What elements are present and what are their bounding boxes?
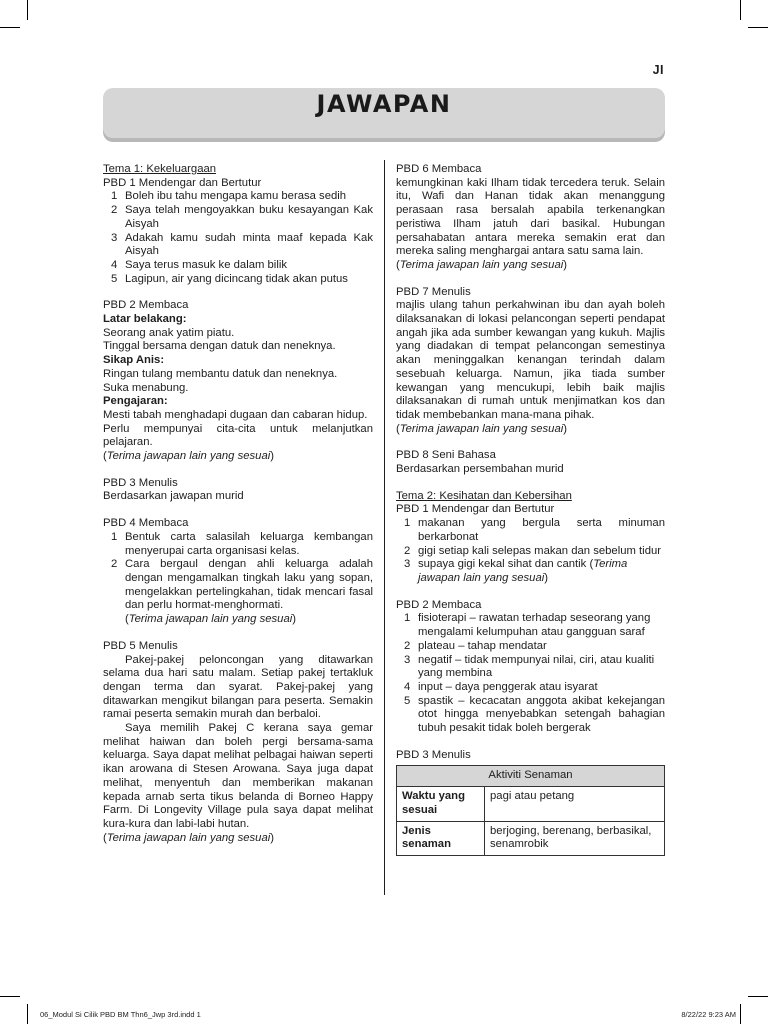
accept-note: (Terima jawapan lain yang sesuai) <box>396 422 568 435</box>
list-item: 3 negatif – tidak mempunyai nilai, ciri, atau kualiti yang membina <box>404 653 655 680</box>
table-row <box>397 821 665 855</box>
accept-note: (Terima jawapan lain yang sesuai) <box>103 450 275 463</box>
section-title: PBD 6 Membaca <box>396 163 482 175</box>
right-column <box>396 163 665 856</box>
list-item: 2 Saya telah mengoyakkan buku kesayangan Kak Aisyah <box>111 204 373 230</box>
page-code: JI <box>652 63 664 77</box>
accept-note: (Terima jawapan lain yang sesuai) <box>103 831 275 844</box>
answer-paragraph: Saya memilih Pakej C kerana saya gemar melihat haiwan dan boleh pergi bersama-sama keluarga. Saya dapat melihat pelbagai haiwan seperti ikan arowana di Stesen Arowana. Saya juga dapat melihat, menyentuh dan memberikan makanan kepada arnab serta tikus belanda di Borneo Happy Farm. Di Longevity Village pula saya dapat melihat kura-kura dan labi-labi hutan. <box>103 722 373 830</box>
list-item: 5 spastik – kecacatan anggota akibat kekejangan otot hingga menyebabkan setengah bahagian tubuh pesakit tidak boleh bergerak <box>404 694 665 735</box>
crop-mark <box>740 0 741 20</box>
crop-mark <box>748 27 768 28</box>
left-column <box>103 163 373 845</box>
table-header: Aktiviti Senaman <box>397 766 665 787</box>
table-cell-value: pagi atau petang <box>485 787 665 821</box>
subheading: Sikap Anis: <box>103 354 165 367</box>
list-item: 3 supaya gigi kekal sihat dan cantik (Terima jawapan lain yang sesuai) <box>404 558 628 584</box>
answer-text: Ringan tulang membantu datuk dan neneknya. <box>103 367 338 380</box>
crop-mark <box>27 1004 28 1024</box>
table-cell-label: Waktu yang sesuai <box>397 787 485 821</box>
section-title: PBD 4 Membaca <box>103 517 189 530</box>
crop-mark <box>27 0 28 20</box>
answer-text: Suka menabung. <box>103 381 189 394</box>
list-item: 3 Adakah kamu sudah minta maaf kepada Kak Aisyah <box>111 231 373 258</box>
section-title: PBD 5 Menulis <box>103 639 178 652</box>
page-title: JAWAPAN <box>316 90 452 118</box>
section-title: PBD 1 Mendengar dan Bertutur <box>103 176 262 189</box>
list-item: 2 gigi setiap kali selepas makan dan sebelum tidur <box>404 544 662 557</box>
table-cell-value: berjoging, berenang, berbasikal, senamrobik <box>485 821 665 855</box>
section-title: PBD 3 Menulis <box>103 476 178 489</box>
answer-text: Tinggal bersama dengan datuk dan neneknya. <box>103 340 336 353</box>
section-title: PBD 2 Membaca <box>396 598 482 611</box>
answer-paragraph: Pakej-pakej peloncongan yang ditawarkan selama dua hari satu malam. Setiap pakej tertakluk dengan terma dan syarat. Pakej-pakej yang ditawarkan mengikut bilangan para peserta. Semakin ramai peserta semakin murah dan berbaloi. <box>103 653 373 721</box>
crop-mark <box>740 1004 741 1024</box>
list-item: 1 Bentuk carta salasilah keluarga kembangan menyerupai carta organisasi kelas. <box>111 530 373 557</box>
footer-datetime: 8/22/22 9:23 AM <box>681 1010 736 1019</box>
footer-filename: 06_Modul Si Cilik PBD BM Thn6_Jwp 3rd.indd 1 <box>40 1010 201 1019</box>
answer-text: Perlu mempunyai cita-cita untuk melanjutkan pelajaran. <box>103 422 373 449</box>
activity-table <box>396 765 665 856</box>
crop-mark <box>748 996 768 997</box>
answer-text: Mesti tabah menghadapi dugaan dan cabaran hidup. <box>103 408 368 421</box>
crop-mark <box>0 27 20 28</box>
answer-text: Berdasarkan persembahan murid <box>396 463 564 476</box>
section-title: PBD 2 Membaca <box>103 299 189 312</box>
list-item: 1 fisioterapi – rawatan terhadap seseorang yang mengalami kelumpuhan atau gangguan saraf <box>404 612 651 639</box>
column-divider <box>384 160 385 895</box>
answer-list <box>103 190 373 286</box>
list-item: 2 plateau – tahap mendatar <box>404 639 547 652</box>
table-cell-label: Jenis senaman <box>397 821 485 855</box>
section-title: PBD 8 Seni Bahasa <box>396 449 496 462</box>
list-item: 2 Cara bergaul dengan ahli keluarga adalah dengan mengamalkan tingkah laku yang sopan, mengelakkan pertelingkahan, tidak mencari fasal dan perlu hormat-menghormati. (Terima jawapan lain yang sesuai) <box>111 558 373 626</box>
crop-mark <box>0 996 20 997</box>
list-item: 1 makanan yang bergula serta minuman berkarbonat <box>404 517 665 543</box>
theme-title: Tema 2: Kesihatan dan Kebersihan <box>396 489 572 502</box>
list-item: 4 Saya terus masuk ke dalam bilik <box>111 258 287 271</box>
table-row <box>397 787 665 821</box>
answer-paragraph: majlis ulang tahun perkahwinan ibu dan ayah boleh dilaksanakan di lokasi pelancongan seperti pendapat angah jika ada sumber kewangan yang kukuh. Majlis yang diadakan di tempat pelancongan semestinya akan meninggalkan kenangan terindah dalam sesebuah keluarga. Namun, jika tiada sumber kewangan yang mencukupi, lebih baik majlis dilaksanakan di rumah untuk menjimatkan kos dan tidak membebankan mana-mana pihak. <box>396 299 665 421</box>
section-title: PBD 7 Menulis <box>396 285 471 298</box>
accept-note: (Terima jawapan lain yang sesuai) <box>396 258 568 271</box>
list-item: 4 input – daya penggerak atau isyarat <box>404 680 598 693</box>
answer-text: Seorang anak yatim piatu. <box>103 326 235 339</box>
answer-text: Berdasarkan jawapan murid <box>103 490 244 503</box>
theme-title: Tema 1: Kekeluargaan <box>103 163 217 175</box>
answer-paragraph: kemungkinan kaki Ilham tidak tercedera teruk. Selain itu, Wafi dan Hanan tidak akan menanggung perasaan rasa bersalah apabila terkenangkan peristiwa Ilham jatuh dari basikal. Hubungan persahabatan antara mereka semakin erat dan mereka saling menghargai antara satu sama lain. <box>396 176 665 258</box>
subheading: Pengajaran: <box>103 395 168 408</box>
subheading: Latar belakang: <box>103 313 187 326</box>
list-item: 5 Lagipun, air yang dicincang tidak akan putus <box>111 272 348 285</box>
section-title: PBD 3 Menulis <box>396 748 471 761</box>
list-item: 1 Boleh ibu tahu mengapa kamu berasa sedih <box>111 190 347 203</box>
section-title: PBD 1 Mendengar dan Bertutur <box>396 503 555 516</box>
